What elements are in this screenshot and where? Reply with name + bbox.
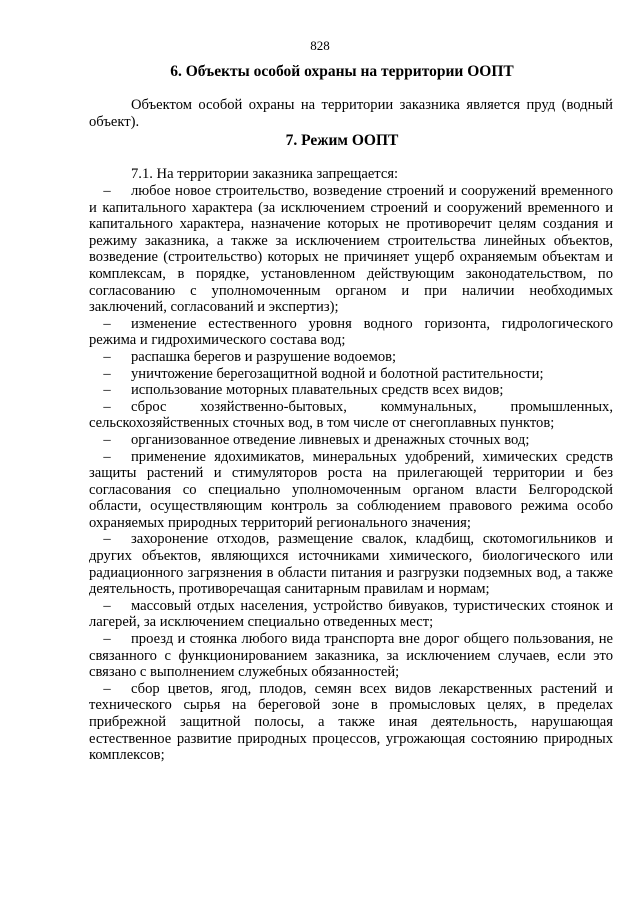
list-item: – массовый отдых населения, устройство бивуаков, туристических стоянок и лагерей, за исключением специально отведенных мест; xyxy=(89,597,613,631)
dash-marker: – xyxy=(103,348,111,365)
dash-marker: – xyxy=(103,382,111,399)
dash-marker: – xyxy=(103,448,111,465)
dash-marker: – xyxy=(103,597,111,614)
list-item: – любое новое строительство, возведение строений и сооружений временного и капитального характера (за исключением строений и сооружений временного и капитального характера, назначение которых не противоречит целям создания и режиму заказника, а также за исключением строительства линейных объектов, возведение (строительство) которых не причиняет ущерб охраняемым объектам и комплексам, в порядке, установленном действующим законодательством, по согласованию с уполномоченным органом и при наличии необходимых заключений, согласований и экспертиз); xyxy=(89,183,613,316)
dash-marker: – xyxy=(103,183,111,199)
list-item: – уничтожение берегозащитной водной и болотной растительности; xyxy=(89,366,613,383)
list-item: – изменение естественного уровня водного горизонта, гидрологического режима и гидрохимического состава вод; xyxy=(89,315,613,349)
section-7-heading: 7. Режим ООПТ xyxy=(285,132,399,149)
dash-marker: – xyxy=(103,365,111,382)
list-item: – сбор цветов, ягод, плодов, семян всех видов лекарственных растений и технического сырья на береговой зоне в промысловых целях, в пределах прибрежной защитной полосы, а также иная деятельность, нарушающая естественное развитие природных процессов, угрожающая состоянию природных комплексов; xyxy=(89,680,613,764)
list-item: – применение ядохимикатов, минеральных удобрений, химических средств защиты растений и стимуляторов роста на прилегающей территории и без согласования со специально уполномоченным органом власти Белгородской области, осуществляющим контроль за соблюдением правового режима особо охраняемых природных территорий регионального значения; xyxy=(89,448,613,531)
list-item: – сброс хозяйственно-бытовых, коммунальных, промышленных, сельскохозяйственных сточных вод, в том числе от снегоплавных пунктов; xyxy=(89,398,613,432)
list-item: – захоронение отходов, размещение свалок, кладбищ, скотомогильников и других объектов, являющихся источниками химического, биологического или радиационного загрязнения в области питания и разгрузки подземных вод, а также деятельность, противоречащая санитарным правилам и нормам; xyxy=(89,531,613,598)
section-7-lead: 7.1. На территории заказника запрещается: xyxy=(131,166,399,182)
page-number: 828 xyxy=(310,38,330,53)
list-item: – использование моторных плавательных средств всех видов; xyxy=(89,382,613,399)
dash-marker: – xyxy=(103,631,111,648)
prohibitions-list xyxy=(89,183,613,764)
section-6-text: Объектом особой охраны на территории заказника является пруд (водный объект). xyxy=(89,97,613,130)
list-item: – проезд и стоянка любого вида транспорта вне дорог общего пользования, не связанного с функционированием заказника, за исключением случаев, если это связано с выполнением служебных обязанностей; xyxy=(89,631,613,681)
dash-marker: – xyxy=(103,431,111,448)
section-6-heading: 6. Объекты особой охраны на территории ООПТ xyxy=(170,63,514,80)
list-item: – распашка берегов и разрушение водоемов; xyxy=(89,349,613,366)
dash-marker: – xyxy=(103,398,111,415)
dash-marker: – xyxy=(103,315,111,332)
dash-marker: – xyxy=(103,531,111,548)
list-item: – организованное отведение ливневых и дренажных сточных вод; xyxy=(89,432,613,449)
dash-marker: – xyxy=(103,680,111,697)
